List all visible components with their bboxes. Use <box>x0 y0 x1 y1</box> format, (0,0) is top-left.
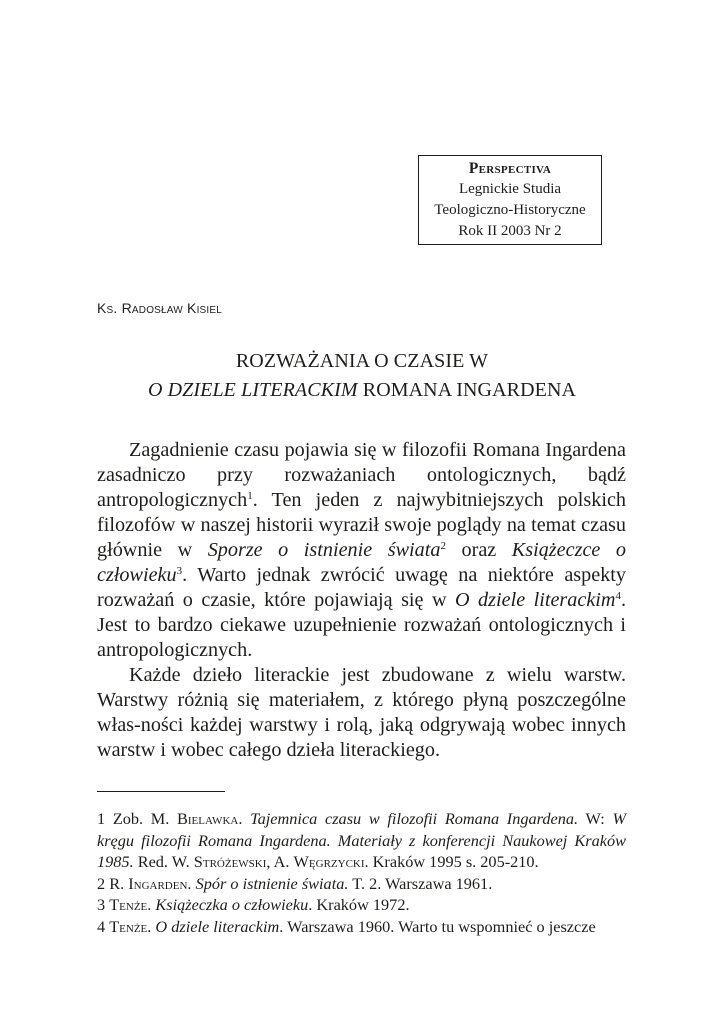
text-run: . <box>238 809 251 828</box>
text-run: . <box>147 916 156 936</box>
text-run: . Kraków 1972. <box>308 895 410 914</box>
footnote-number: 2 <box>97 873 106 893</box>
italic-work-title: O dziele literackim <box>155 916 280 936</box>
author-surname: Tenże <box>109 895 148 914</box>
footnote-1 <box>97 808 626 873</box>
footnote-ref-4: 4 <box>615 590 621 602</box>
text-run: . <box>187 873 196 893</box>
text-run: W: <box>578 809 613 828</box>
italic-work-title: O dziele literackim <box>455 589 616 611</box>
text-run: . Kraków 1995 s. 205-210. <box>364 852 539 871</box>
footnote-number: 3 <box>97 895 106 914</box>
text-run: . Warto jednak zwrócić uwagę na niektóre aspekty rozważań o czasie, które pojawiają się w <box>97 564 626 611</box>
italic-work-title: Książeczka o człowieku <box>155 895 309 914</box>
text-run: oraz <box>445 539 512 561</box>
footnote-ref-1: 1 <box>247 490 253 502</box>
author-name: Ks. Radosław Kisiel <box>97 300 223 316</box>
author-surname: Bielawka <box>177 809 239 828</box>
author-surname: Stróżewski <box>193 852 267 871</box>
footnote-number: 4 <box>97 916 106 936</box>
author-surname: Tenże <box>109 916 148 936</box>
italic-work-title: Tajemnica czasu w filozofii Romana Ingardena. <box>250 809 579 828</box>
text-run: Zagadnienie czasu pojawia się w filozofii Romana Ingardena zasadniczo przy rozważaniach ontologicznych, bądź antropologicznych <box>97 439 626 511</box>
article-body <box>97 438 626 763</box>
footnote-separator <box>97 791 225 792</box>
article-title-line-1: ROZWAŻANIA O CZASIE W <box>235 350 489 372</box>
text-run: T. 2. Warszawa 1961. <box>348 873 493 893</box>
article-title <box>97 347 627 405</box>
journal-info-box <box>418 155 602 245</box>
paragraph-2: Każde dzieło literackie jest zbudowane z wielu warstw. Warstwy różnią się materiałem, z którego płyną poszczególne włas-ności każdej warstwy i rolą, jaką odgrywają wobec innych warstw i wobec całego dzieła literackiego. <box>97 664 626 761</box>
author-surname: Węgrzycki <box>293 852 365 871</box>
footnote-number: 1 <box>97 809 106 828</box>
italic-work-title: W kręgu filozofii Romana Ingardena. Materiały z konferencji Naukowej Kraków 1985. <box>97 809 626 871</box>
journal-subtitle-2: Teologiczno-Historyczne <box>434 202 586 218</box>
text-run: R. <box>105 873 129 893</box>
author-surname: Ingarden <box>128 873 188 893</box>
italic-work-title: Spór o istnienie świata. <box>195 873 349 893</box>
text-run: . <box>147 895 156 914</box>
footnote-ref-2: 2 <box>440 540 446 552</box>
footnote-2 <box>97 873 626 895</box>
text-run: , A. <box>266 852 294 871</box>
paragraph-1 <box>97 438 626 663</box>
journal-title: Perspectiva <box>468 160 552 177</box>
article-title-italic: O DZIELE LITERACKIM <box>147 379 358 401</box>
text-run: . Warszawa 1960. Warto tu wspomnieć o jeszcze <box>279 916 596 936</box>
footnote-ref-3: 3 <box>176 565 183 577</box>
italic-work-title: Sporze o istnienie świata <box>207 539 441 561</box>
text-run: Red. W. <box>133 852 194 871</box>
text-run: . Jest to bardzo ciekawe uzupełnienie rozważań ontologicznych i antropologicznych. <box>97 589 627 661</box>
article-title-line-2 <box>97 376 627 405</box>
text-run: Zob. M. <box>105 809 178 828</box>
italic-work-title: Książeczce o człowieku <box>97 539 626 586</box>
footnote-3 <box>97 894 626 916</box>
journal-issue: Rok II 2003 Nr 2 <box>458 223 562 239</box>
text-run: . Ten jeden z najwybitniejszych polskich filozofów w naszej historii wyraził swoje poglądy na temat czasu głównie w <box>97 489 626 561</box>
footnote-4 <box>97 916 626 938</box>
article-title-rest: ROMANA INGARDENA <box>357 379 577 401</box>
footnotes <box>97 808 626 937</box>
journal-subtitle-1: Legnickie Studia <box>458 181 562 197</box>
